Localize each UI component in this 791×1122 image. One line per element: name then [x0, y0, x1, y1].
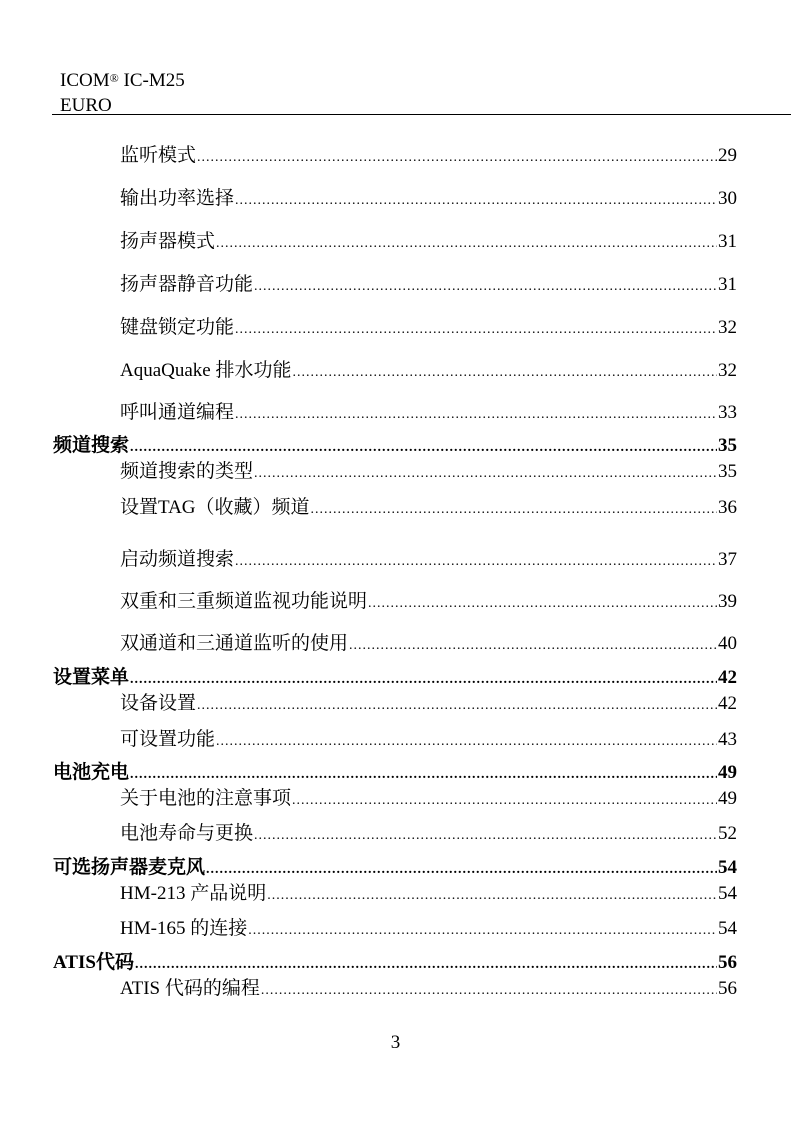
toc-entry-title: 输出功率选择 [120, 188, 235, 209]
toc-section-page: 42 [718, 667, 737, 688]
toc-entry[interactable] [120, 316, 737, 342]
toc-entry[interactable] [120, 144, 737, 170]
toc-section-entry[interactable] [53, 666, 737, 692]
toc-leader-dots [235, 403, 717, 427]
toc-entry-title: 关于电池的注意事项 [120, 788, 292, 809]
toc-leader-dots [135, 953, 717, 977]
toc-leader-dots [254, 275, 717, 299]
toc-entry-title: 键盘锁定功能 [120, 317, 235, 338]
toc-section-title: 设置菜单 [53, 667, 130, 688]
toc-entry-page: 42 [718, 693, 737, 714]
toc-section-page: 56 [718, 952, 737, 973]
toc-leader-dots [130, 436, 717, 460]
toc-entry-title: 双重和三重频道监视功能说明 [120, 591, 368, 612]
toc-entry-title: 可设置功能 [120, 729, 216, 750]
toc-section-title: 可选扬声器麦克风 [53, 857, 206, 878]
toc-section-page: 35 [718, 435, 737, 456]
toc-leader-dots [130, 668, 717, 692]
toc-entry[interactable] [120, 692, 737, 718]
toc-entry-page: 43 [718, 729, 737, 750]
toc-leader-dots [254, 462, 717, 486]
toc-entry[interactable] [120, 401, 737, 427]
toc-leader-dots [216, 730, 717, 754]
toc-leader-dots [254, 824, 717, 848]
toc-entry-page: 36 [718, 497, 737, 518]
toc-entry[interactable] [120, 822, 737, 848]
toc-leader-dots [368, 592, 717, 616]
toc-leader-dots [267, 884, 717, 908]
toc-entry-page: 35 [718, 461, 737, 482]
toc-entry-title: 电池寿命与更换 [120, 823, 254, 844]
toc-leader-dots [235, 550, 717, 574]
toc-leader-dots [235, 189, 717, 213]
toc-section-entry[interactable] [53, 434, 737, 460]
toc-section-entry[interactable] [53, 951, 737, 977]
toc-entry-page: 49 [718, 788, 737, 809]
toc-entry-page: 56 [718, 978, 737, 999]
toc-section-title: 频道搜索 [53, 435, 130, 456]
toc-entry-page: 39 [718, 591, 737, 612]
toc-leader-dots [311, 498, 717, 522]
toc-entry[interactable] [120, 787, 737, 813]
toc-entry-title: 呼叫通道编程 [120, 402, 235, 423]
toc-entry-page: 30 [718, 188, 737, 209]
header-region: EURO [60, 95, 112, 116]
header-brand: ICOM [60, 70, 110, 91]
toc-leader-dots [261, 979, 717, 1003]
toc-entry-title: HM-165 的连接 [120, 918, 248, 939]
toc-entry-page: 31 [718, 274, 737, 295]
toc-entry[interactable] [120, 359, 737, 385]
toc-entry-page: 33 [718, 402, 737, 423]
toc-leader-dots [206, 858, 717, 882]
toc-entry-page: 29 [718, 145, 737, 166]
toc-entry[interactable] [120, 917, 737, 943]
toc-entry-title: 双通道和三通道监听的使用 [120, 633, 349, 654]
toc-leader-dots [248, 919, 717, 943]
toc-entry-page: 40 [718, 633, 737, 654]
toc-entry-title: 监听模式 [120, 145, 197, 166]
toc-leader-dots [293, 361, 718, 385]
toc-entry[interactable] [120, 187, 737, 213]
toc-entry-title: 设置TAG（收藏）频道 [120, 497, 310, 518]
toc-leader-dots [292, 789, 717, 813]
toc-entry[interactable] [120, 548, 737, 574]
toc-entry-page: 52 [718, 823, 737, 844]
toc-entry[interactable] [120, 230, 737, 256]
toc-entry-page: 31 [718, 231, 737, 252]
toc-entry[interactable] [120, 460, 737, 486]
toc-entry-page: 54 [718, 918, 737, 939]
toc-leader-dots [197, 146, 717, 170]
toc-entry-title: 扬声器静音功能 [120, 274, 254, 295]
toc-leader-dots [235, 318, 717, 342]
toc-section-title: ATIS代码 [53, 952, 134, 973]
toc-entry-page: 54 [718, 883, 737, 904]
toc-section-entry[interactable] [53, 761, 737, 787]
toc-entry-title: 设备设置 [120, 693, 197, 714]
toc-entry[interactable] [120, 632, 737, 658]
toc-entry-title: AquaQuake 排水功能 [120, 360, 292, 381]
toc-leader-dots [197, 694, 717, 718]
header-model: IC-M25 [123, 70, 185, 91]
toc-entry[interactable] [120, 728, 737, 754]
toc-entry-title: 频道搜索的类型 [120, 461, 254, 482]
toc-entry-title: HM-213 产品说明 [120, 883, 267, 904]
registered-mark: ® [109, 71, 119, 85]
toc-entry[interactable] [120, 496, 737, 522]
toc-entry[interactable] [120, 590, 737, 616]
toc-leader-dots [216, 232, 717, 256]
toc-entry-title: 启动频道搜索 [120, 549, 235, 570]
toc-section-title: 电池充电 [53, 762, 130, 783]
toc-section-page: 54 [718, 857, 737, 878]
toc-entry-page: 32 [718, 317, 737, 338]
toc-entry-page: 32 [718, 360, 737, 381]
toc-entry[interactable] [120, 273, 737, 299]
toc-entry[interactable] [120, 977, 737, 1003]
toc-entry-page: 37 [718, 549, 737, 570]
page-number: 3 [390, 1032, 401, 1053]
toc-entry-title: 扬声器模式 [120, 231, 216, 252]
toc-entry[interactable] [120, 882, 737, 908]
toc-section-entry[interactable] [53, 856, 737, 882]
toc-section-page: 49 [718, 762, 737, 783]
toc-leader-dots [130, 763, 717, 787]
toc-leader-dots [349, 634, 717, 658]
toc-entry-title: ATIS 代码的编程 [120, 978, 260, 999]
